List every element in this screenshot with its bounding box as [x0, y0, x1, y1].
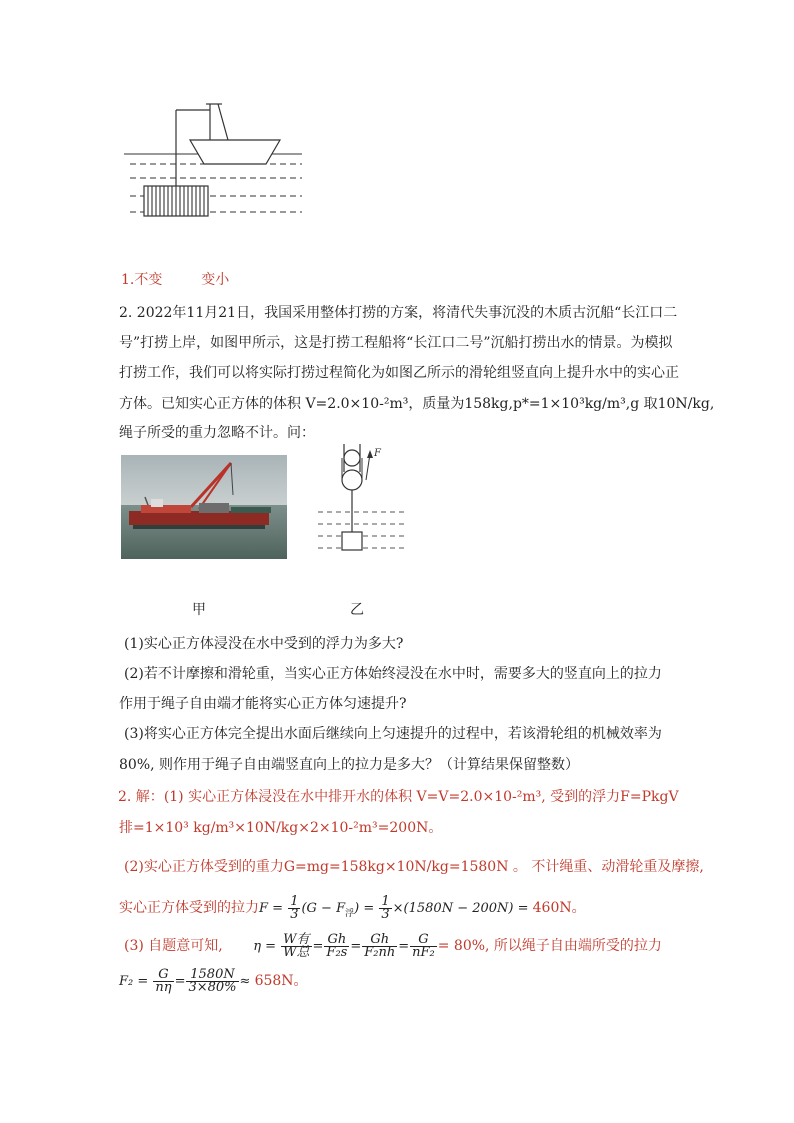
- answer-1: [121, 270, 229, 290]
- subquestion-1: (1)实心正方体浸没在水中受到的浮力为多大?: [124, 636, 404, 652]
- solution-line-5: (3) 自题意可知, η = $\frac{\text{W有}}{\text{W总}}$ = $\frac{Gh}{\text{F₂s}}$ = $\frac{Gh}{\text{F₂nh}}$ = $\frac{G}{\text{nF₂}}$ = 80%, 所以绳子自由端所受的拉力: [124, 931, 662, 960]
- eq-approx: ≈: [239, 974, 255, 989]
- figure-label-jia: 甲: [192, 602, 206, 618]
- subquestion-3a: (3)将实心正方体完全提出水面后继续向上匀速提升的过程中，若该滑轮组的机械效率为: [124, 726, 662, 742]
- frac-g-den: nF₂: [412, 944, 435, 960]
- frac-gh-den: F₂s: [326, 944, 348, 960]
- eq-f2: F₂ =: [119, 974, 153, 989]
- solution-line-2: 排=1×10³ kg/m³×10N/kg×2×10-²m³=200N。: [119, 820, 443, 836]
- frac-g-neta-num: G: [153, 969, 173, 982]
- eq-eta: η =: [253, 939, 281, 954]
- force-label: F: [374, 448, 381, 459]
- solution-line-1: [118, 787, 679, 807]
- eq-g-minus-f: (G − F: [301, 901, 346, 916]
- solution-head: 2. 解：: [118, 789, 164, 805]
- eq-f: F =: [259, 901, 288, 916]
- frac-g-num: G: [410, 934, 437, 947]
- solution-line-4-prefix: 实心正方体受到的拉力: [119, 900, 259, 916]
- q2-line-4: 方体。已知实心正方体的体积 V=2.0×10-²m³，质量为158kg,p*=1×10³kg/m³,g 取10N/kg,: [119, 396, 715, 412]
- answer-1-part2: 变小: [201, 272, 230, 288]
- eq-sub-float: 浮: [345, 908, 355, 919]
- result-460: 460N。: [532, 900, 586, 916]
- result-658: 658N。: [254, 973, 308, 989]
- q2-line-5: 绳子所受的重力忽略不计。问：: [119, 425, 315, 441]
- q2-line-1: 2. 2022年11月21日，我国采用整体打捞的方案，将清代失事沉没的木质古沉船“长江口二: [119, 305, 678, 321]
- answer-1-part1: 不变: [134, 272, 163, 288]
- answer-1-number: 1.: [121, 272, 135, 288]
- q2-line-2: 号”打捞上岸，如图甲所示，这是打捞工程船将“长江口二号”沉船打捞出水的情景。为模拟: [119, 335, 673, 351]
- frac-one-third-num: 1: [290, 893, 299, 909]
- eq-numeric: ×(1580N − 200N) =: [392, 901, 533, 916]
- subquestion-2a: (2)若不计摩擦和滑轮重，当实心正方体始终浸没在水中时，需要多大的竖直向上的拉力: [124, 666, 662, 682]
- solution-line-3: (2)实心正方体受到的重力G=mg=158kg×10N/kg=1580N 。 不计绳重、动滑轮重及摩擦,: [124, 859, 704, 875]
- frac-one-third-den-2: 3: [381, 906, 390, 922]
- frac-1580-den: 3×80%: [188, 979, 237, 995]
- solution-part-1: (1) 实心正方体浸没在水中排开水的体积 V=V=2.0×10-²m³, 受到的浮力F=PkgV: [163, 789, 679, 805]
- frac-1580-num: 1580N: [186, 969, 238, 982]
- eq-close: ) =: [354, 901, 379, 916]
- frac-gh-num: Gh: [324, 934, 349, 947]
- pulley-diagram: [316, 440, 411, 562]
- subquestion-2b: 作用于绳子自由端才能将实心正方体匀速提升?: [119, 696, 407, 712]
- q2-line-3: 打捞工作，我们可以将实际打捞过程简化为如图乙所示的滑轮组竖直向上提升水中的实心正: [119, 365, 679, 381]
- frac-w-num: W有: [283, 931, 310, 947]
- salvage-boat-diagram: [118, 96, 308, 228]
- frac-one-third-den: 3: [290, 906, 299, 922]
- salvage-ship-photo: [121, 455, 287, 559]
- subquestion-3b: 80%, 则作用于绳子自由端竖直向上的拉力是多大？（计算结果保留整数）: [119, 757, 580, 773]
- frac-g-neta-den: nη: [155, 979, 172, 995]
- solution-line-5-post: = 80%, 所以绳子自由端所受的拉力: [437, 938, 662, 954]
- figure-label-yi: 乙: [350, 602, 364, 618]
- solution-line-5-prefix: (3) 自题意可知,: [124, 938, 223, 954]
- frac-one-third-num-2: 1: [381, 893, 390, 909]
- frac-w-den: W总: [283, 944, 310, 960]
- solution-line-6: F₂ = $\frac{G}{n\eta}$ = $\frac{1580N}{3\times 80\%}$ ≈ 658N。: [119, 966, 308, 995]
- frac-gh2-den: F₂nh: [364, 944, 396, 960]
- frac-gh2-num: Gh: [362, 934, 397, 947]
- solution-line-4: [119, 894, 586, 928]
